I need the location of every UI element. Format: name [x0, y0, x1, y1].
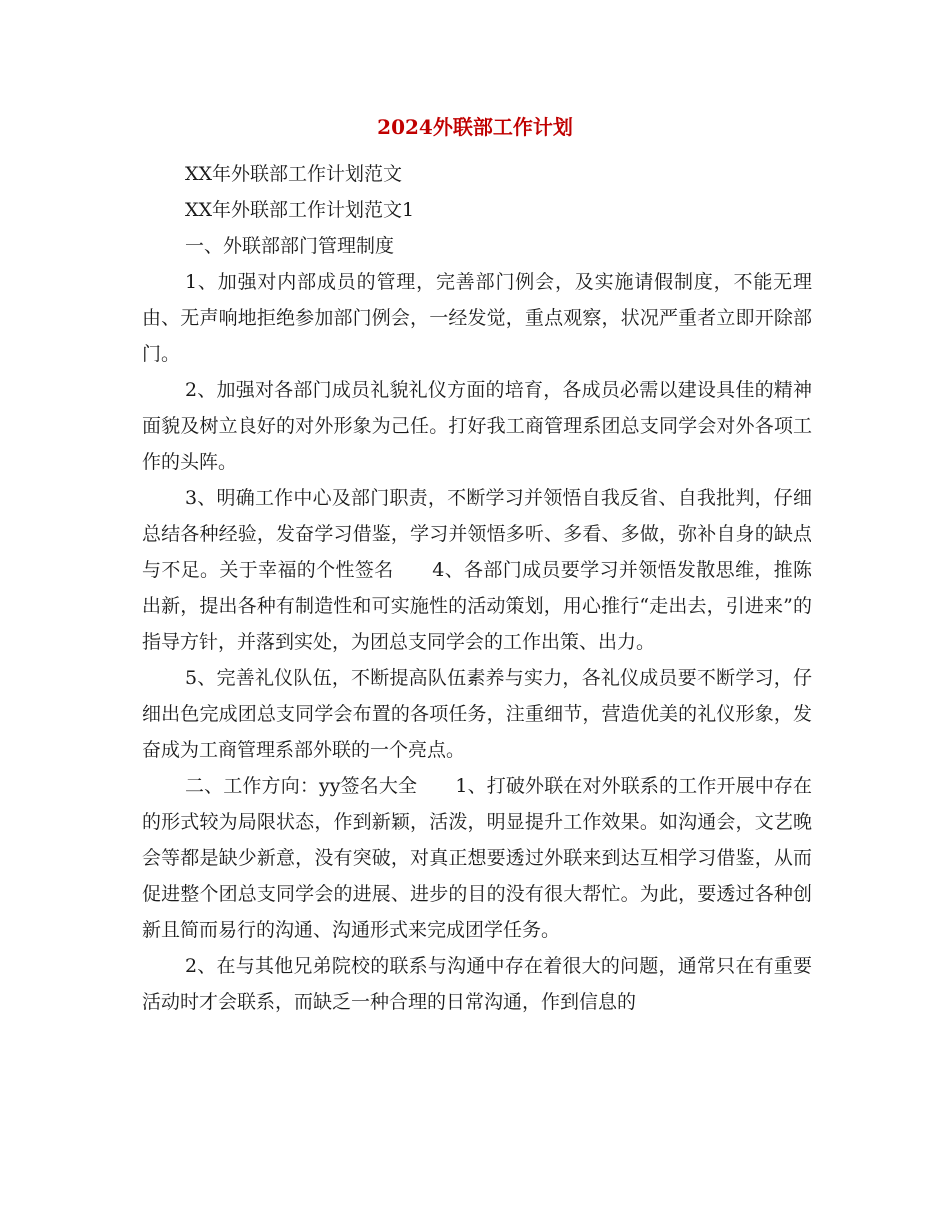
paragraph: XX年外联部工作计划范文: [185, 163, 403, 185]
paragraph: 1、加强对内部成员的管理，完善部门例会，及实施请假制度，不能无理由、无声响地拒绝参加部门例会，一经发觉，重点观察，状况严重者立即开除部门。: [142, 271, 812, 365]
document-title: 2024外联部工作计划: [377, 115, 573, 139]
paragraph: 2、加强对各部门成员礼貌礼仪方面的培育，各成员必需以建设具佳的精神面貌及树立良好的对外形象为己任。打好我工商管理系团总支同学会对外各项工作的头阵。: [142, 379, 812, 473]
paragraph: 3、明确工作中心及部门职责，不断学习并领悟自我反省、自我批判，仔细总结各种经验，发奋学习借鉴，学习并领悟多听、多看、多做，弥补自身的缺点与不足。关于幸福的个性签名 4、各部门成员要学习并领悟发散思维，推陈出新，提出各种有制造性和可实施性的活动策划，用心推行“走出去，引进来”的指导方针，并落到实处，为团总支同学会的工作出策、出力。: [142, 487, 812, 653]
section-heading: 一、外联部部门管理制度: [185, 235, 395, 257]
paragraph: 二、工作方向：yy签名大全 1、打破外联在对外联系的工作开展中存在的形式较为局限状态，作到新颖，活泼，明显提升工作效果。如沟通会，文艺晚会等都是缺少新意，没有突破，对真正想要透过外联来到达互相学习借鉴，从而促进整个团总支同学会的进展、进步的目的没有很大帮忙。为此，要透过各种创新且简而易行的沟通、沟通形式来完成团学任务。: [142, 775, 812, 941]
document-body: [142, 156, 812, 1020]
paragraph: 5、完善礼仪队伍，不断提高队伍素养与实力，各礼仪成员要不断学习，仔细出色完成团总支同学会布置的各项任务，注重细节，营造优美的礼仪形象，发奋成为工商管理系部外联的一个亮点。: [142, 667, 812, 761]
paragraph: 2、在与其他兄弟院校的联系与沟通中存在着很大的问题，通常只在有重要活动时才会联系，而缺乏一种合理的日常沟通，作到信息的: [142, 955, 812, 1013]
paragraph: XX年外联部工作计划范文1: [185, 199, 415, 221]
